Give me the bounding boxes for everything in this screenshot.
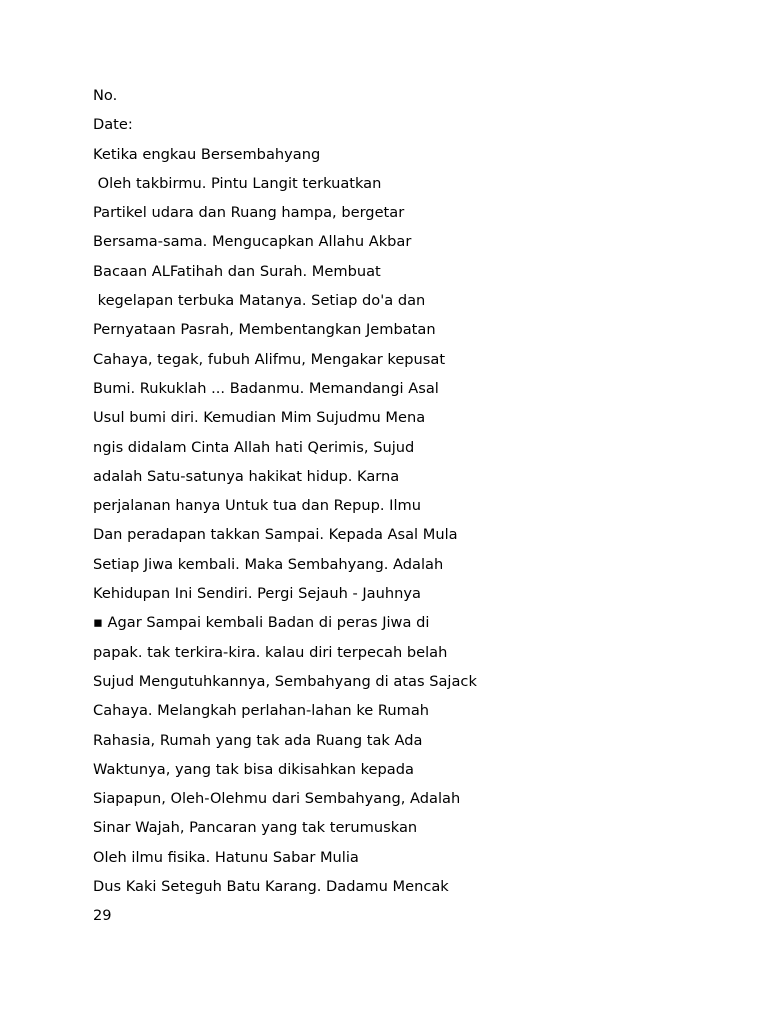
text-line: Bacaan ALFatihah dan Surah. Membuat <box>93 262 381 280</box>
text-line: Setiap Jiwa kembali. Maka Sembahyang. Adalah <box>93 555 444 573</box>
text-line: Pernyataan Pasrah, Membentangkan Jembatan <box>93 321 436 339</box>
text-line: Oleh takbirmu. Pintu Langit terkuatkan <box>93 174 382 192</box>
page-number: 29 <box>93 907 112 925</box>
text-line: Siapapun, Oleh-Olehmu dari Sembahyang, Adalah <box>93 790 461 808</box>
text-line: Waktunya, yang tak bisa dikisahkan kepada <box>93 760 414 778</box>
text-line: ▪ Agar Sampai kembali Badan di peras Jiwa di <box>93 614 430 632</box>
text-line: Sinar Wajah, Pancaran yang tak terumuskan <box>93 819 418 837</box>
text-line: Sujud Mengutuhkannya, Sembahyang di atas Sajack <box>93 672 477 690</box>
date-label: Date: <box>93 116 133 134</box>
text-line: adalah Satu-satunya hakikat hidup. Karna <box>93 467 400 485</box>
text-lines <box>93 85 477 935</box>
text-line: Partikel udara dan Ruang hampa, bergetar <box>93 204 405 222</box>
text-line: Cahaya. Melangkah perlahan-lahan ke Rumah <box>93 702 430 720</box>
text-line: kegelapan terbuka Matanya. Setiap do'a dan <box>93 292 426 310</box>
number-label: No. <box>93 87 118 104</box>
text-line: Ketika engkau Bersembahyang <box>93 145 321 163</box>
text-line: Oleh ilmu fisika. Hatunu Sabar Mulia <box>93 848 359 866</box>
text-line: Bersama-sama. Mengucapkan Allahu Akbar <box>93 233 412 251</box>
text-line: Rahasia, Rumah yang tak ada Ruang tak Ada <box>93 731 423 749</box>
text-line: Cahaya, tegak, fubuh Alifmu, Mengakar kepusat <box>93 350 446 368</box>
text-line: Usul bumi diri. Kemudian Mim Sujudmu Mena <box>93 409 426 427</box>
text-line: Dus Kaki Seteguh Batu Karang. Dadamu Mencak <box>93 878 449 896</box>
text-line: papak. tak terkira-kira. kalau diri terpecah belah <box>93 643 448 661</box>
text-line: perjalanan hanya Untuk tua dan Repup. Ilmu <box>93 497 421 515</box>
text-line: ngis didalam Cinta Allah hati Qerimis, Sujud <box>93 438 415 456</box>
text-line: Bumi. Rukuklah ... Badanmu. Memandangi Asal <box>93 379 439 397</box>
text-line: Kehidupan Ini Sendiri. Pergi Sejauh - Jauhnya <box>93 585 421 603</box>
text-line: Dan peradapan takkan Sampai. Kepada Asal Mula <box>93 526 458 544</box>
